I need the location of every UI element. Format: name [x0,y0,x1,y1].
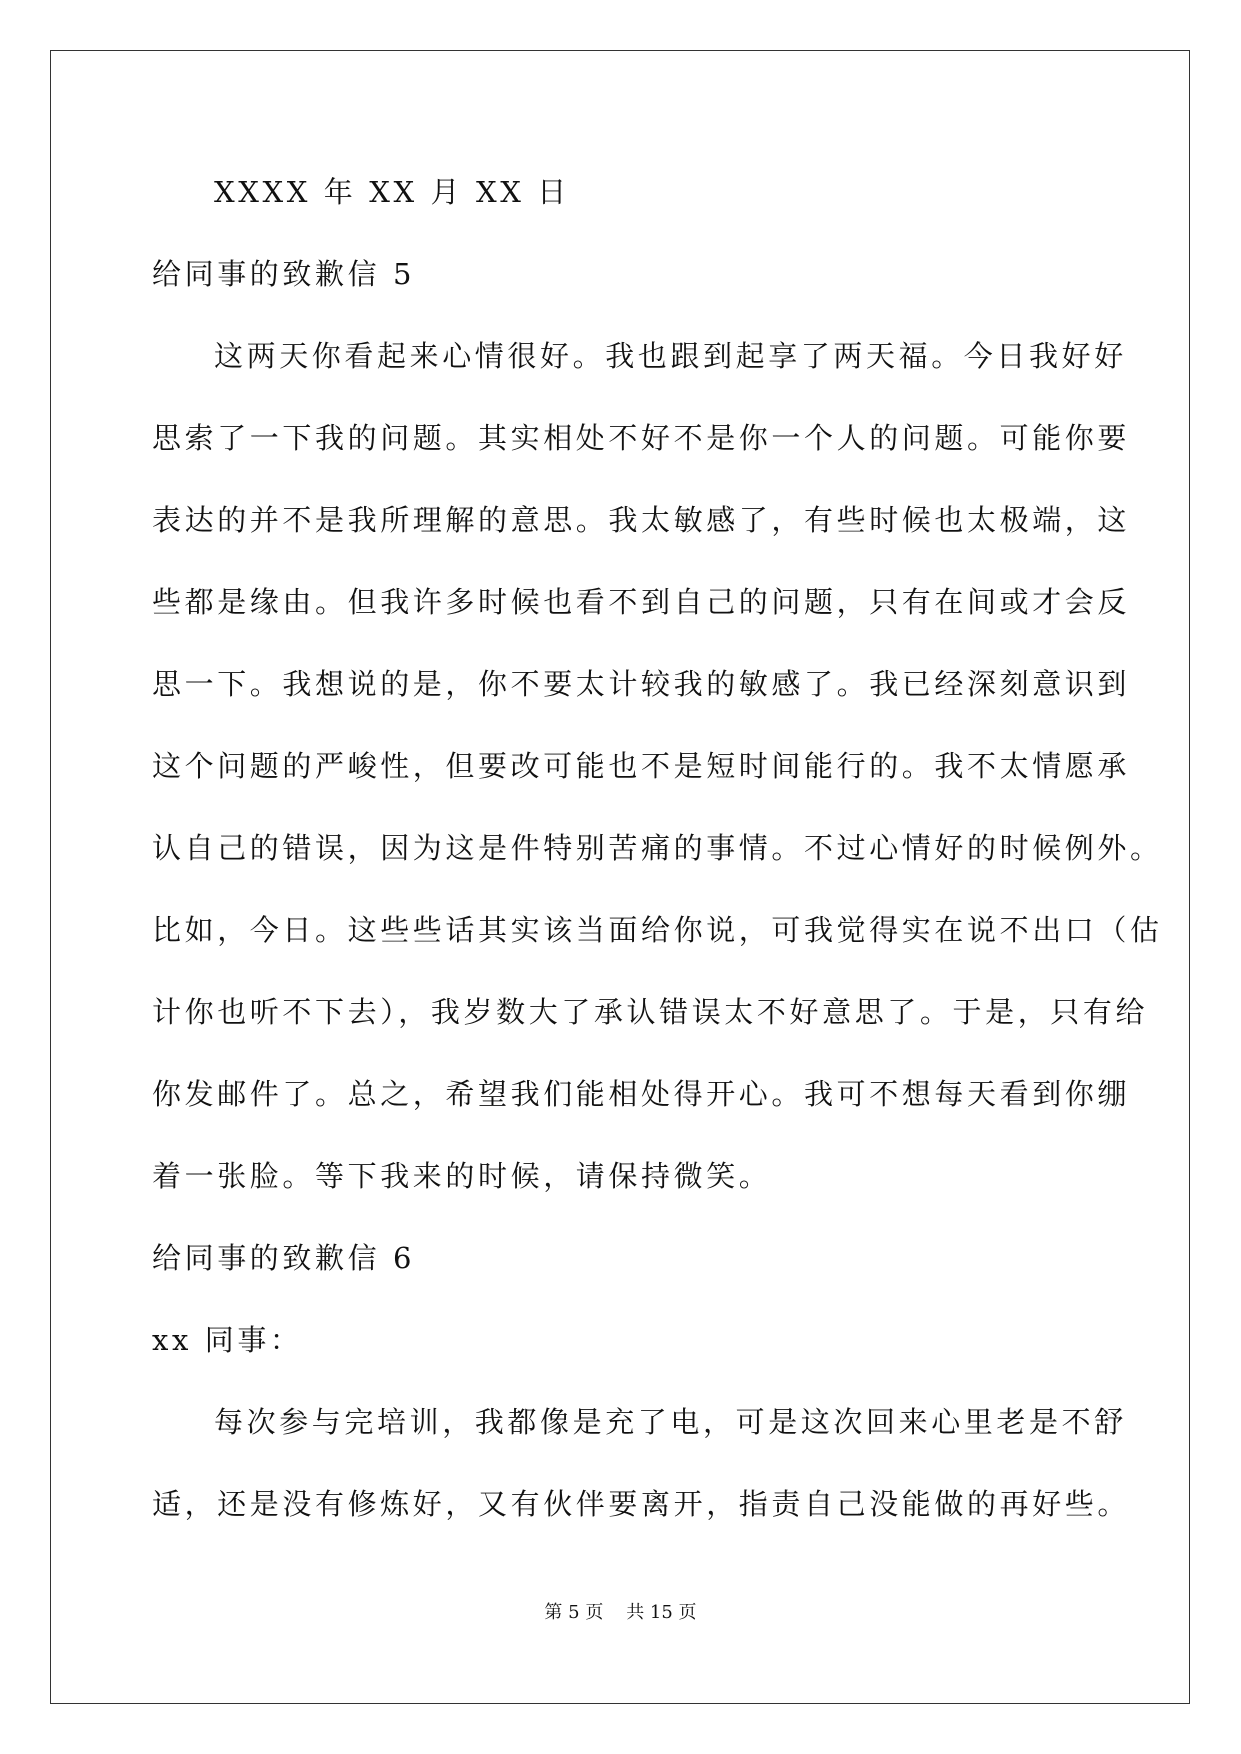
text-line: 表达的并不是我所理解的意思。我太敏感了，有些时候也太极端，这 [152,503,1131,537]
text-line: 思一下。我想说的是，你不要太计较我的敏感了。我已经深刻意识到 [152,667,1131,701]
text-line: 这两天你看起来心情很好。我也跟到起享了两天福。今日我好好 [214,339,1127,373]
text-line: 你发邮件了。总之，希望我们能相处得开心。我可不想每天看到你绷 [152,1077,1131,1111]
text-line: XXXX 年 XX 月 XX 日 [214,175,570,209]
text-line: 些都是缘由。但我许多时候也看不到自己的问题，只有在间或才会反 [152,585,1131,619]
text-line: 每次参与完培训，我都像是充了电，可是这次回来心里老是不舒 [214,1405,1127,1439]
text-line: 适，还是没有修炼好，又有伙伴要离开，指责自己没能做的再好些。 [152,1487,1131,1521]
text-line: 这个问题的严峻性，但要改可能也不是短时间能行的。我不太情愿承 [152,749,1131,783]
text-line: xx 同事： [152,1323,303,1357]
text-line: 给同事的致歉信 6 [152,1241,416,1275]
text-line: 认自己的错误，因为这是件特别苦痛的事情。不过心情好的时候例外。 [152,831,1163,865]
text-line: 思索了一下我的问题。其实相处不好不是你一个人的问题。可能你要 [152,421,1131,455]
text-line: 计你也听不下去），我岁数大了承认错误太不好意思了。于是，只有给 [152,995,1149,1029]
text-line: 比如，今日。这些些话其实该当面给你说，可我觉得实在说不出口（估 [152,913,1163,947]
page-footer [0,1598,1241,1624]
text-line: 给同事的致歉信 5 [152,257,416,291]
page-number: 第 5 页 共 15 页 [544,1602,697,1623]
document-body [152,163,1163,1557]
text-line: 着一张脸。等下我来的时候，请保持微笑。 [152,1159,772,1193]
